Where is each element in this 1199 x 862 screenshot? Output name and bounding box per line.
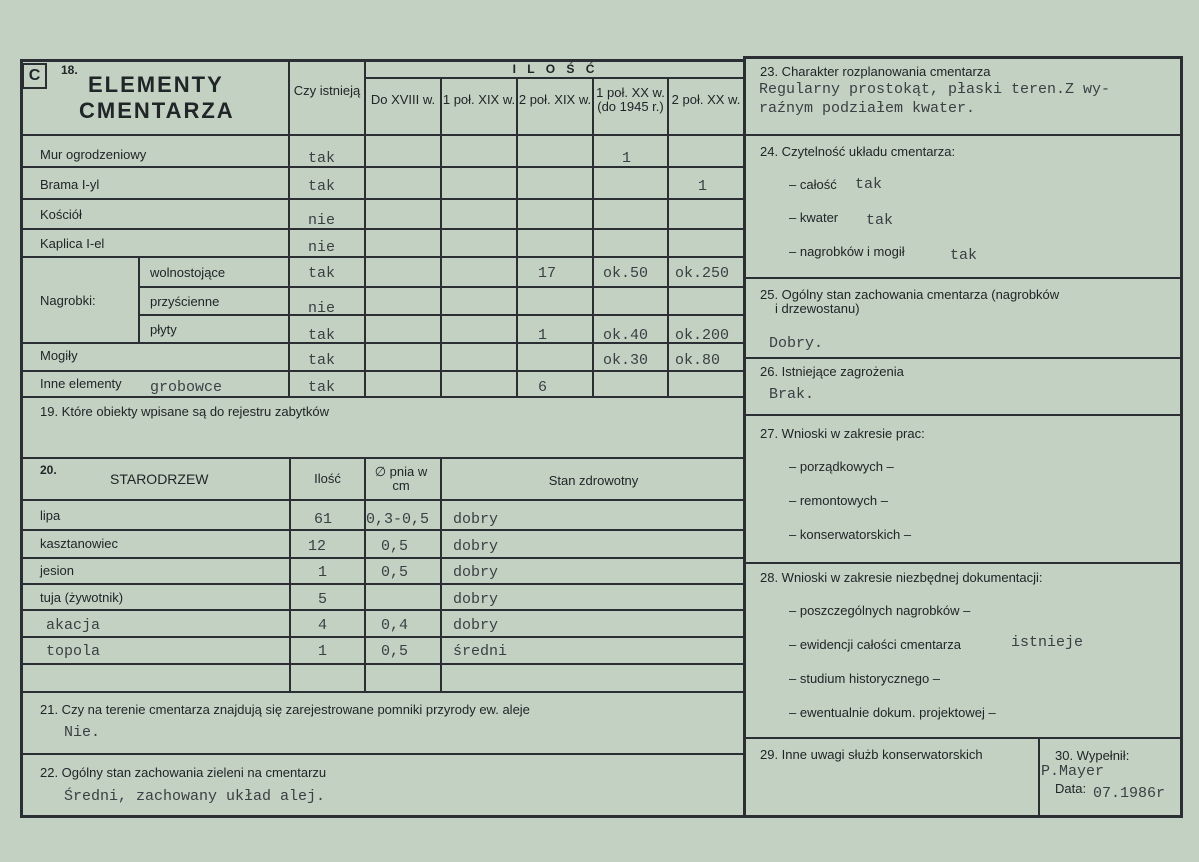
tree-health: dobry [453,617,499,634]
section-22-value: Średni, zachowany układ alej. [64,788,326,805]
rule [138,286,745,288]
rule [20,815,746,818]
rule [743,815,1183,818]
qty-wolnostojace-1polxx: ok.50 [603,265,649,282]
row-label-kaplica: Kaplica I-el [40,236,105,251]
tree-health: dobry [453,511,499,528]
doc-value-ewidencji: istnieje [1011,634,1084,651]
rule [20,753,745,755]
tree-count: 5 [318,591,328,608]
legibility-label-kwater: – kwater [789,210,839,225]
rule [20,636,745,638]
doc-item-projektowej: – ewentualnie dokum. projektowej – [789,705,996,720]
rule [743,56,1183,59]
rule [667,77,669,398]
rule [440,77,442,398]
doc-item-nagrobkow: – poszczególnych nagrobków – [789,603,971,618]
tree-name: topola [46,643,101,660]
tree-name: tuja (żywotnik) [40,590,124,605]
section-letter-box: C [22,63,47,89]
qty-brama-2polxx: 1 [698,178,708,195]
rule [289,457,291,693]
section-30-date: 07.1986r [1093,785,1166,802]
tree-count: 1 [318,643,328,660]
rule [20,256,745,258]
rule [592,77,594,398]
doc-item-ewidencji: – ewidencji całości cmentarza [789,637,961,652]
section-30-label: 30. Wypełnił: [1055,748,1130,763]
tree-health: dobry [453,591,499,608]
section-20-number: 20. [40,463,57,477]
rule [20,59,23,818]
section-27-label: 27. Wnioski w zakresie prac: [760,426,925,441]
rule [20,691,745,693]
section-19-label: 19. Które obiekty wpisane są do rejestru zabytków [40,404,330,419]
col-header-2pol-xx: 2 poł. XX w. [671,92,741,107]
section-25-label-line2: i drzewostanu) [775,301,860,316]
rule [20,457,745,459]
section-21-value: Nie. [64,724,101,741]
qty-mur-1polxx: 1 [622,150,632,167]
tree-name: kasztanowiec [40,536,119,551]
czy-inne: tak [308,379,336,396]
section-23-label: 23. Charakter rozplanowania cmentarza [760,64,991,79]
section-24-label: 24. Czytelność układu cmentarza: [760,144,956,159]
tree-count: 4 [318,617,328,634]
rule [743,59,746,818]
czy-plyty: tak [308,327,336,344]
rule [364,457,366,693]
section-30-name: P.Mayer [1041,763,1105,780]
rule [743,562,1182,564]
section-30-date-label: Data: [1055,781,1087,796]
section-18-number: 18. [61,63,78,77]
col-header-czy-istnieja: Czy istnieją [293,83,361,98]
rule [20,609,745,611]
row-label-nagrobki: Nagrobki: [40,293,96,308]
row-label-brama: Brama I-yl [40,177,100,192]
section-26-value: Brak. [769,386,815,403]
tree-count: 61 [314,511,333,528]
rule [20,134,745,136]
tree-diameter: 0,4 [381,617,409,634]
section-22-label: 22. Ogólny stan zachowania zieleni na cmentarzu [40,765,327,780]
rule [20,370,745,372]
work-item-porzadkowych: – porządkowych – [789,459,894,474]
row-inne-extra: grobowce [150,379,223,396]
tree-health: dobry [453,538,499,555]
rule [20,166,745,168]
col-header-1pol-xx: 1 poł. XX w. (do 1945 r.) [596,85,665,114]
tree-health: średni [453,643,508,660]
work-item-konserwatorskich: – konserwatorskich – [789,527,912,542]
rule [20,228,745,230]
doc-item-studium: – studium historycznego – [789,671,941,686]
rule [743,414,1182,416]
tree-diameter: 0,5 [381,538,409,555]
czy-mur: tak [308,150,336,167]
qty-mogily-2polxx: ok.80 [675,352,721,369]
col-header-do-xviii: Do XVIII w. [370,92,436,107]
section-18-title-line2: CMENTARZA [79,98,235,123]
row-label-kosciol: Kościół [40,207,82,222]
legibility-label-nagrobkow: – nagrobków i mogił [789,244,905,259]
qty-plyty-2polxix: 1 [538,327,548,344]
rule [743,357,1182,359]
tree-name: akacja [46,617,101,634]
col-header-1pol-xix: 1 poł. XIX w. [442,92,516,107]
col-header-stan-zdrowotny: Stan zdrowotny [548,473,639,488]
tree-name: lipa [40,508,61,523]
section-21-label: 21. Czy na terenie cmentarza znajdują się zarejestrowane pomniki przyrody ew. aleje [40,702,530,717]
tree-diameter: 0,3-0,5 [366,511,430,528]
qty-plyty-2polxx: ok.200 [675,327,730,344]
qty-inne-2polxix: 6 [538,379,548,396]
col-header-fi-pnia: ∅ pnia w cm [374,464,428,493]
section-23-value: Regularny prostokąt, płaski teren.Z wy- raźnym podziałem kwater. [759,81,1111,117]
rule [20,557,745,559]
legibility-label-calosc: – całość [789,177,837,192]
qty-wolnostojace-2polxix: 17 [538,265,557,282]
rule [20,198,745,200]
section-26-label: 26. Istniejące zagrożenia [760,364,904,379]
rule [365,77,745,79]
rule [516,77,518,398]
tree-name: jesion [40,563,74,578]
section-18-title-line1: ELEMENTY [88,72,224,97]
rule [743,737,1182,739]
row-label-inne: Inne elementy [40,376,122,391]
czy-przyscienne: nie [308,300,336,317]
legibility-value-calosc: tak [855,176,883,193]
rule [20,499,745,501]
row-label-plyty: płyty [150,322,177,337]
col-header-ilosc: I L O Ś Ć [512,62,599,76]
czy-mogily: tak [308,352,336,369]
col-header-ilosc-drzew: Ilość [314,471,341,486]
section-25-label-line1: 25. Ogólny stan zachowania cmentarza (nagrobków [760,287,1060,302]
legibility-value-kwater: tak [866,212,894,229]
legibility-value-nagrobkow: tak [950,247,978,264]
tree-diameter: 0,5 [381,643,409,660]
tree-count: 12 [308,538,327,555]
rule [20,663,745,665]
tree-health: dobry [453,564,499,581]
rule [440,457,442,693]
qty-wolnostojace-2polxx: ok.250 [675,265,730,282]
rule [138,258,140,342]
rule [20,583,745,585]
qty-mogily-1polxx: ok.30 [603,352,649,369]
row-label-wolnostojace: wolnostojące [150,265,226,280]
czy-wolnostojace: tak [308,265,336,282]
tree-diameter: 0,5 [381,564,409,581]
row-label-mur: Mur ogrodzeniowy [40,147,147,162]
section-25-value: Dobry. [769,335,824,352]
czy-kaplica: nie [308,239,336,256]
rule [20,529,745,531]
work-item-remontowych: – remontowych – [789,493,888,508]
czy-kosciol: nie [308,212,336,229]
rule [1038,737,1040,817]
rule [20,396,745,398]
col-header-2pol-xix: 2 poł. XIX w. [518,92,592,107]
section-29-label: 29. Inne uwagi służb konserwatorskich [760,747,983,762]
section-20-title: STARODRZEW [110,471,209,487]
row-label-mogily: Mogiły [40,348,78,363]
row-label-przyscienne: przyścienne [150,294,220,309]
rule [743,134,1182,136]
rule [138,314,745,316]
czy-brama: tak [308,178,336,195]
rule [743,277,1182,279]
section-28-label: 28. Wnioski w zakresie niezbędnej dokumentacji: [760,570,1043,585]
qty-plyty-1polxx: ok.40 [603,327,649,344]
rule [1180,56,1183,818]
tree-count: 1 [318,564,328,581]
